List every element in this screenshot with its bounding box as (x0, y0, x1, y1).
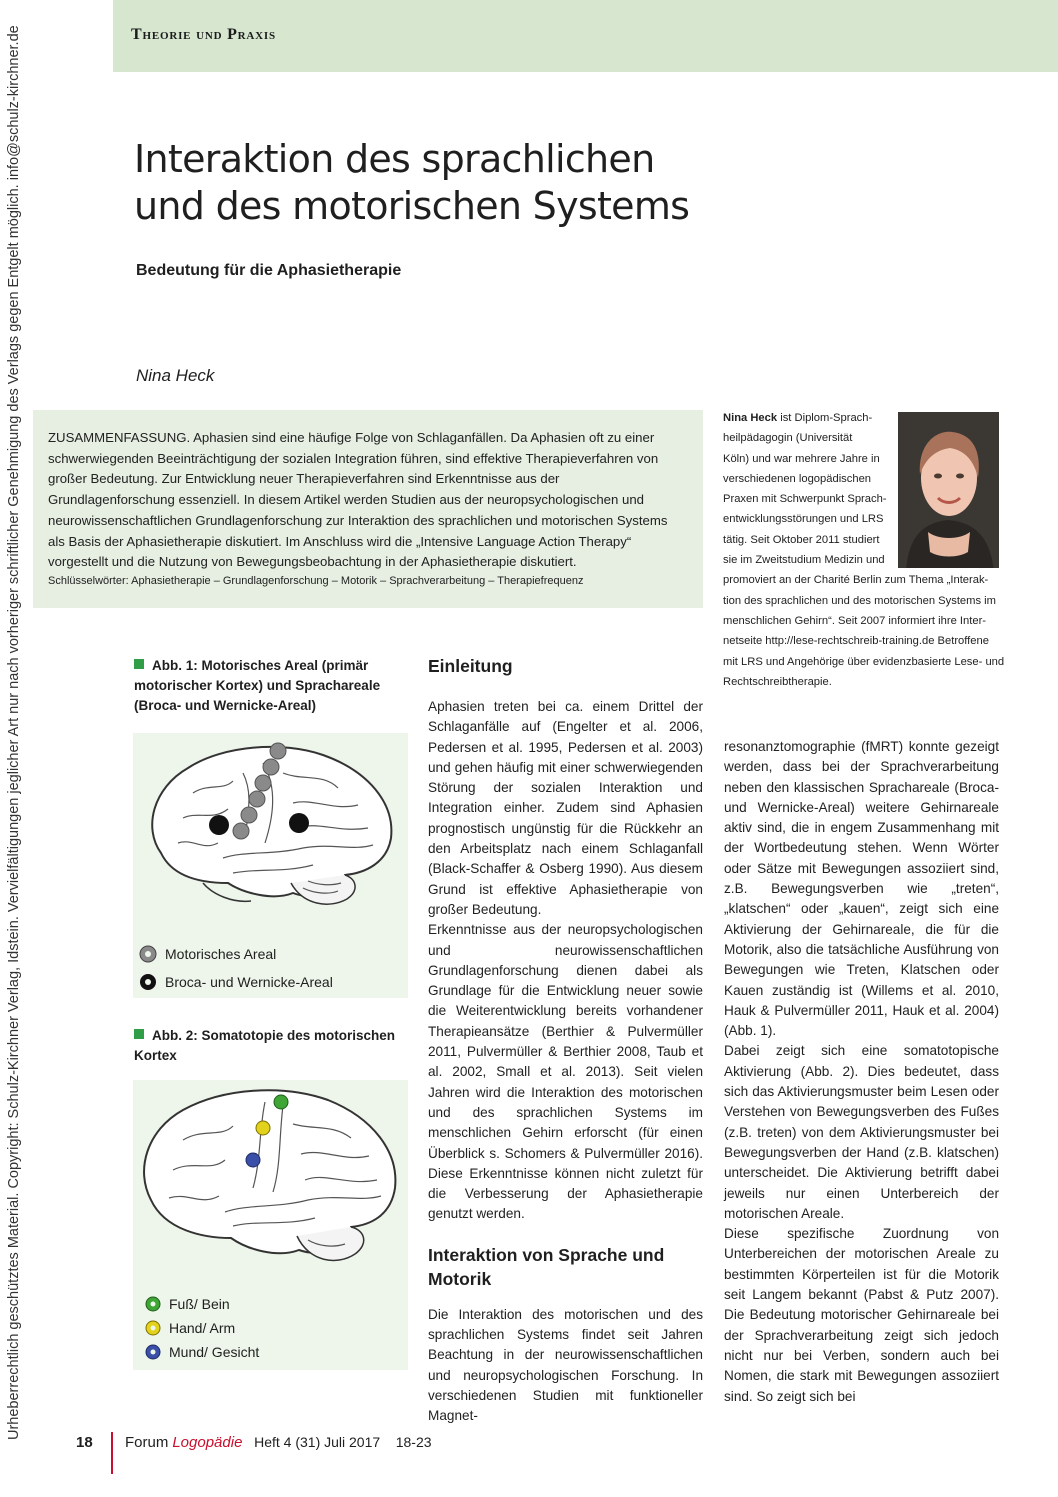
author-bio (723, 408, 1005, 692)
figure-2-caption: Abb. 2: Somatotopie des motorischen Kortex (134, 1028, 396, 1063)
journal-name-1: Forum (125, 1434, 169, 1451)
bio-line: entwicklungsstörungen und LRS (723, 513, 884, 526)
legend-foot-leg: Fuß/ Bein (145, 1296, 230, 1312)
paragraph: Dabei zeigt sich eine somatotopische Aktivierung (Abb. 2). Dies bedeutet, dass sich das Aktivierungsmuster beim Lesen oder Verstehen von Bewegungsverben des Fußes (z.B. treten) von dem Aktivierungsmuster bei Bewegungsverben der Hand (z.B. klatschen) unterscheidet. Die Aktivierung betrifft dabei jeweils nur einen Unterbereich der motorischen Areale. (724, 1043, 999, 1221)
bio-line: tätig. Seit Oktober 2011 studiert (723, 533, 880, 546)
heading-interaktion: Interaktion von Sprache und Motorik (428, 1244, 665, 1289)
article-subtitle: Bedeutung für die Aphasietherapie (136, 262, 402, 279)
legend-hand-arm: Hand/ Arm (145, 1320, 235, 1336)
footer-divider (111, 1432, 113, 1474)
gear-gray-icon (139, 945, 157, 963)
figure-1-brain-areas (133, 733, 408, 998)
page-number: 18 (76, 1434, 93, 1451)
bio-line: menschlichen Gehirn“. Seit 2007 informiert ihre Inter- (723, 614, 987, 627)
paragraph: Diese spezifische Zuordnung von Unterbereichen der motorischen Areale zu bestimmten Körperteilen ist für die Motorik seit Langem bekannt (Pabst & Putz 2007). Die Bedeutung motorischer Gehirnareale bei der Sprachverarbeitung zeigt sich jedoch nicht nur bei Verben, sondern auch bei Nomen, die stark mit Bewegungen assoziiert sind. So zeigt sich bei (724, 1226, 999, 1404)
figure-1-caption: Abb. 1: Motorisches Areal (primär motorischer Kortex) und Sprachareale (Broca- und Wernicke-Areal) (134, 658, 381, 713)
bio-line: heilpädagogin (Universität (723, 432, 853, 445)
bio-line: Rechtschreibtherapie. (723, 675, 832, 688)
legend-language-areas: Broca- und Wernicke-Areal (139, 973, 333, 991)
legend-mouth-face: Mund/ Gesicht (145, 1344, 259, 1360)
legend-motor-area: Motorisches Areal (139, 945, 276, 963)
paragraph: Aphasien treten bei ca. einem Drittel der Schlaganfälle auf (Engelter et al. 2006, Pedersen et al. 1995, Pedersen et al. 2003) und gehen häufig mit einer schwerwiegenden Störung der sozialen Interaktion und Integration einher. Zudem sind Aphasien prognostisch ungünstig für die Rückkehr an den Arbeitsplatz nach einem Schlaganfall (Black-Schaffer & Osberg 1990). Aus diesem Grund ist effektive Aphasietherapie von großer Bedeutung. (428, 699, 703, 917)
issue-info: Heft 4 (31) Juli 2017 (254, 1434, 381, 1450)
bio-name: Nina Heck (723, 412, 778, 424)
page-range: 18-23 (395, 1434, 432, 1450)
blue-gear-icon (145, 1344, 161, 1360)
title-line-1: Interaktion des sprachlichen (134, 137, 655, 181)
paragraph: resonanztomographie (fMRT) konnte gezeigt werden, dass bei der Sprachverarbeitung neben den klassischen Sprachareale (Broca- und Wernicke-Areal) weitere Gehirnareale aktiv sind, die in engem Zusammenhang mit der Wortbedeutung stehen. Wenn Wörter oder Sätze mit Bewegungen assoziiert sind, z.B. Bewegungsverben wie „treten“, „klatschen“ oder „kauen“, zeigt sich eine Aktivierung der Gehirnareale, die für die Motorik, also die tatsächliche Ausführung von Bewegungen wie Treten, Klatschen oder Kauen zuständig ist (Willems et al. 2010, Hauk & Pulvermüller 2011, Hauk et al. 2004) (Abb. 1). (724, 739, 999, 1039)
bio-line: ist Diplom-Sprach- (780, 412, 873, 424)
caption-bullet-icon (134, 1029, 144, 1039)
side-copyright: Urheberrechtlich geschütztes Material. Copyright: Schulz-Kirchner Verlag, Idstein. Vervielfältigungen jeglicher Art nur nach vorheriger schriftlicher Genehmigung des Verlags gegen Entgelt möglich. info@schulz-kirchner.de (6, 25, 22, 1440)
bio-line: Praxen mit Schwerpunkt Sprach- (723, 493, 887, 506)
body-column-3 (724, 737, 999, 1407)
gear-black-icon (139, 973, 157, 991)
article-author: Nina Heck (136, 366, 215, 385)
bio-line: netseite http://lese-rechtschreib-training.de Betroffene (723, 635, 989, 648)
bio-line: verschiedenen logopädischen (723, 472, 872, 485)
brain-illustration-1 (133, 733, 408, 933)
footer-journal-info (125, 1434, 432, 1451)
article-title (134, 136, 734, 230)
section-label: Theorie und Praxis (131, 26, 276, 43)
bio-line: promoviert an der Charité Berlin zum Thema „Interak- (723, 574, 989, 587)
caption-bullet-icon (134, 659, 144, 669)
journal-name-2: Logopädie (172, 1434, 243, 1451)
body-column-2 (428, 697, 703, 1427)
brain-illustration-2 (133, 1080, 408, 1290)
bio-line: sie im Zweitstudium Medizin und (723, 554, 885, 567)
bio-line: Köln) und war mehrere Jahre in (723, 452, 880, 465)
paragraph: Erkenntnisse aus der neuropsychologischen und neurowissenschaftlichen Grundlagenforschung dienen dabei als Grundlage für die Entwicklung neuer sowie die Weiterentwicklung bereits vorhandener Therapieansätze (Berthier & Pulvermüller 2011, Pulvermüller & Berthier 2008, Taub et al. 2002, Small et al. 2013). Seit vielen Jahren wird die Interaktion des motorischen und des sprachlichen Systems im menschlichen Gehirn erforscht (für einen Überblick s. Schomers & Pulvermüller 2016). Diese Erkenntnisse können nicht zuletzt für die Verbesserung der Aphasietherapie genutzt werden. (428, 922, 703, 1222)
abstract-text: ZUSAMMENFASSUNG. Aphasien sind eine häufige Folge von Schlaganfällen. Da Aphasien oft zu einer schwerwiegenden Beeinträchtigung der sozialen Integration führen, sind effektive Therapieverfahren von großer Bedeutung. Zur Entwicklung neuer Therapieverfahren sind Erkenntnisse aus der Grundlagenforschung essenziell. In diesem Artikel werden Studien aus der neuropsychologischen und neurowissenschaftlichen Grundlagenforschung zur Interaktion des sprachlichen und motorischen Systems als Basis der Aphasietherapie diskutiert. Im Anschluss wird die „Intensive Language Action Therapy“ vorgestellt und die Nutzung von Bewegungsbeobachtung in der Aphasietherapie diskutiert. (48, 430, 668, 570)
paragraph: Die Interaktion des motorischen und des sprachlichen Systems findet seit Jahren Beachtung in der neurowissenschaftlichen und neuropsychologischen Forschung. In verschiedenen Studien mit funktioneller Magnet- (428, 1306, 703, 1424)
keywords: Schlüsselwörter: Aphasietherapie – Grundlagenforschung – Motorik – Sprachverarbeitung – Therapiefrequenz (48, 575, 584, 587)
green-gear-icon (145, 1296, 161, 1312)
yellow-gear-icon (145, 1320, 161, 1336)
figure-2-somatotopy (133, 1080, 408, 1370)
bio-line: mit LRS und Angehörige über evidenzbasierte Lese- und (723, 655, 1005, 668)
title-line-2: und des motorischen Systems (134, 184, 690, 228)
bio-line: tion des sprachlichen und des motorischen Systems im (723, 594, 996, 607)
heading-einleitung: Einleitung (428, 656, 513, 676)
